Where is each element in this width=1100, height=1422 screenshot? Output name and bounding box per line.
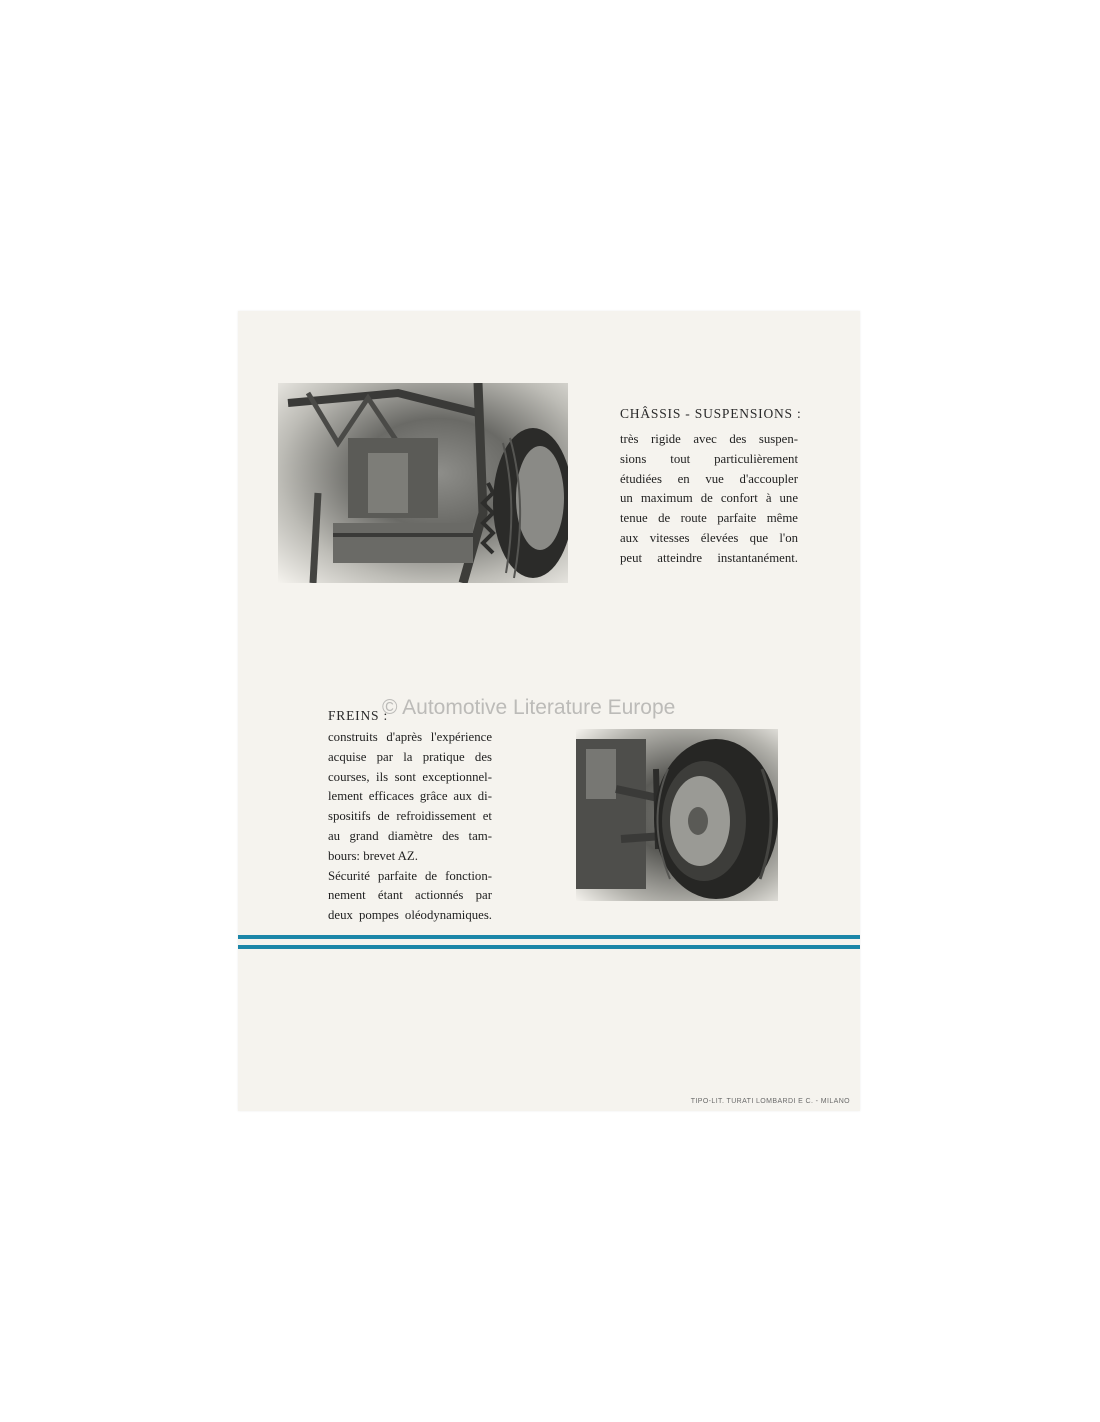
chassis-line: un maximum de confort à une — [620, 491, 798, 506]
freins-line: construits d'après l'expérience — [328, 730, 492, 744]
chassis-line: aux vitesses élevées que l'on — [620, 530, 798, 545]
freins-paragraph — [328, 728, 492, 926]
chassis-line: très rigide avec des suspen- — [620, 432, 798, 446]
freins-line: deux pompes oléodynamiques. — [328, 908, 492, 923]
freins-line: lement efficaces grâce aux di- — [328, 789, 492, 804]
brake-wheel-photo — [576, 729, 778, 901]
freins-line: au grand diamètre des tam- — [328, 828, 492, 843]
freins-line: nement étant actionnés par — [328, 888, 492, 903]
chassis-line: tenue de route parfaite même — [620, 511, 798, 526]
freins-line: bours: brevet AZ. — [328, 848, 418, 863]
chassis-line: sions tout particulièrement — [620, 451, 798, 466]
freins-heading: FREINS : — [328, 708, 389, 723]
chassis-suspension-photo — [278, 383, 568, 583]
chassis-line: peut atteindre instantanément. — [620, 550, 798, 565]
copyright-watermark: © Automotive Literature Europe — [382, 696, 676, 719]
freins-line: spositifs de refroidissement et — [328, 809, 492, 824]
chassis-heading: CHÂSSIS - SUSPENSIONS : — [620, 406, 802, 421]
freins-line: acquise par la pratique des — [328, 749, 492, 764]
freins-line: courses, ils sont exceptionnel- — [328, 769, 492, 784]
printer-credit: TIPO-LIT. TURATI LOMBARDI E C. - MILANO — [690, 1098, 850, 1105]
chassis-line: étudiées en vue d'accoupler — [620, 471, 798, 486]
divider-line-top — [238, 935, 860, 939]
freins-line: Sécurité parfaite de fonction- — [328, 868, 492, 883]
divider-line-bottom — [238, 945, 860, 949]
brochure-page — [238, 311, 860, 1111]
chassis-paragraph — [620, 430, 798, 569]
